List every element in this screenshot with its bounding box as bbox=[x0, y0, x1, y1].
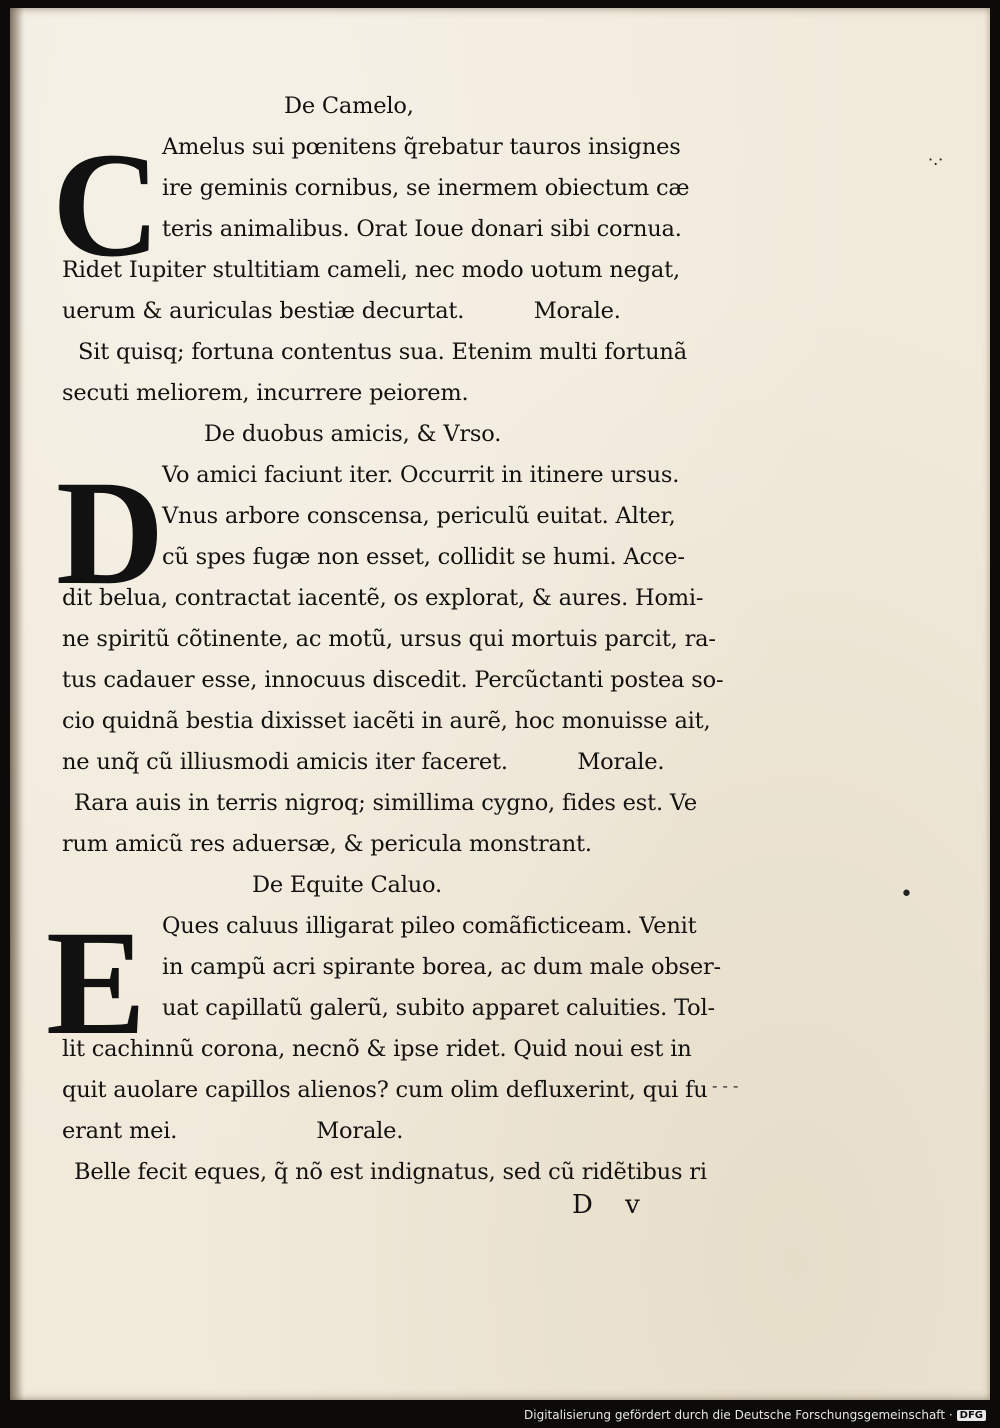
text-line: Vo amici faciunt iter. Occurrit in itinere ursus. bbox=[162, 462, 680, 488]
dropcap-c: C bbox=[52, 122, 161, 288]
margin-dots: ·.· bbox=[928, 150, 944, 169]
fable-heading-camel: De Camelo, bbox=[284, 93, 414, 119]
text-line: ire geminis cornibus, se inermem obiectum cæ bbox=[162, 175, 690, 201]
dropcap-d: D bbox=[56, 450, 165, 616]
text-line: in campũ acri spirante borea, ac dum male obser- bbox=[162, 954, 721, 980]
book-page bbox=[10, 8, 990, 1400]
text-line: teris animalibus. Orat Ioue donari sibi cornua. bbox=[162, 216, 682, 242]
text-line: dit belua, contractat iacentẽ, os explorat, & aures. Homi- bbox=[62, 585, 704, 611]
text-line: lit cachinnũ corona, necnõ & ipse ridet. Quid noui est in bbox=[62, 1036, 692, 1062]
text-line: quit auolare capillos alienos? cum olim defluxerint, qui fu bbox=[62, 1077, 708, 1103]
text-line: ne unq̃ cũ illiusmodi amicis iter faceret. Morale. bbox=[62, 749, 665, 775]
text-line: ne spiritũ cõtinente, ac motũ, ursus qui mortuis parcit, ra- bbox=[62, 626, 716, 652]
text-line: Vnus arbore conscensa, periculũ euitat. Alter, bbox=[162, 503, 676, 529]
dropcap-e: E bbox=[46, 900, 147, 1066]
margin-dashes: - - - bbox=[712, 1076, 739, 1095]
text-line: uerum & auriculas bestiæ decurtat. Morale. bbox=[62, 298, 621, 324]
page-text bbox=[62, 86, 722, 1193]
text-line: rum amicũ res aduersæ, & pericula monstrant. bbox=[62, 831, 592, 857]
footer-credit: Digitalisierung gefördert durch die Deutsche Forschungsgemeinschaft · bbox=[524, 1408, 953, 1422]
text-line: Ques caluus illigarat pileo comãficticeam. Venit bbox=[162, 913, 697, 939]
text-line: tus cadauer esse, innocuus discedit. Percũctanti postea so- bbox=[62, 667, 724, 693]
text-line: cio quidnã bestia dixisset iacẽti in aurẽ, hoc monuisse ait, bbox=[62, 708, 711, 734]
text-line: cũ spes fugæ non esset, collidit se humi. Acce- bbox=[162, 544, 685, 570]
fable-heading-friends-bear: De duobus amicis, & Vrso. bbox=[204, 421, 502, 447]
footer bbox=[524, 1408, 986, 1422]
text-line: Belle fecit eques, q̃ nõ est indignatus, sed cũ ridẽtibus ri bbox=[74, 1159, 707, 1185]
text-line: uat capillatũ galerũ, subito apparet caluities. Tol- bbox=[162, 995, 715, 1021]
fable-heading-bald-knight: De Equite Caluo. bbox=[252, 872, 442, 898]
text-line: Rara auis in terris nigroq; simillima cygno, fides est. Ve bbox=[74, 790, 697, 816]
signature-mark: D v bbox=[572, 1190, 652, 1220]
margin-dot: • bbox=[900, 882, 913, 907]
text-line: Amelus sui pœnitens q̃rebatur tauros insignes bbox=[162, 134, 681, 160]
text-line: Ridet Iupiter stultitiam cameli, nec modo uotum negat, bbox=[62, 257, 680, 283]
text-line: Sit quisq; fortuna contentus sua. Etenim multi fortunã bbox=[78, 339, 687, 365]
text-line: secuti meliorem, incurrere peiorem. bbox=[62, 380, 469, 406]
dfg-logo: DFG bbox=[957, 1410, 986, 1421]
text-line: erant mei. Morale. bbox=[62, 1118, 404, 1144]
